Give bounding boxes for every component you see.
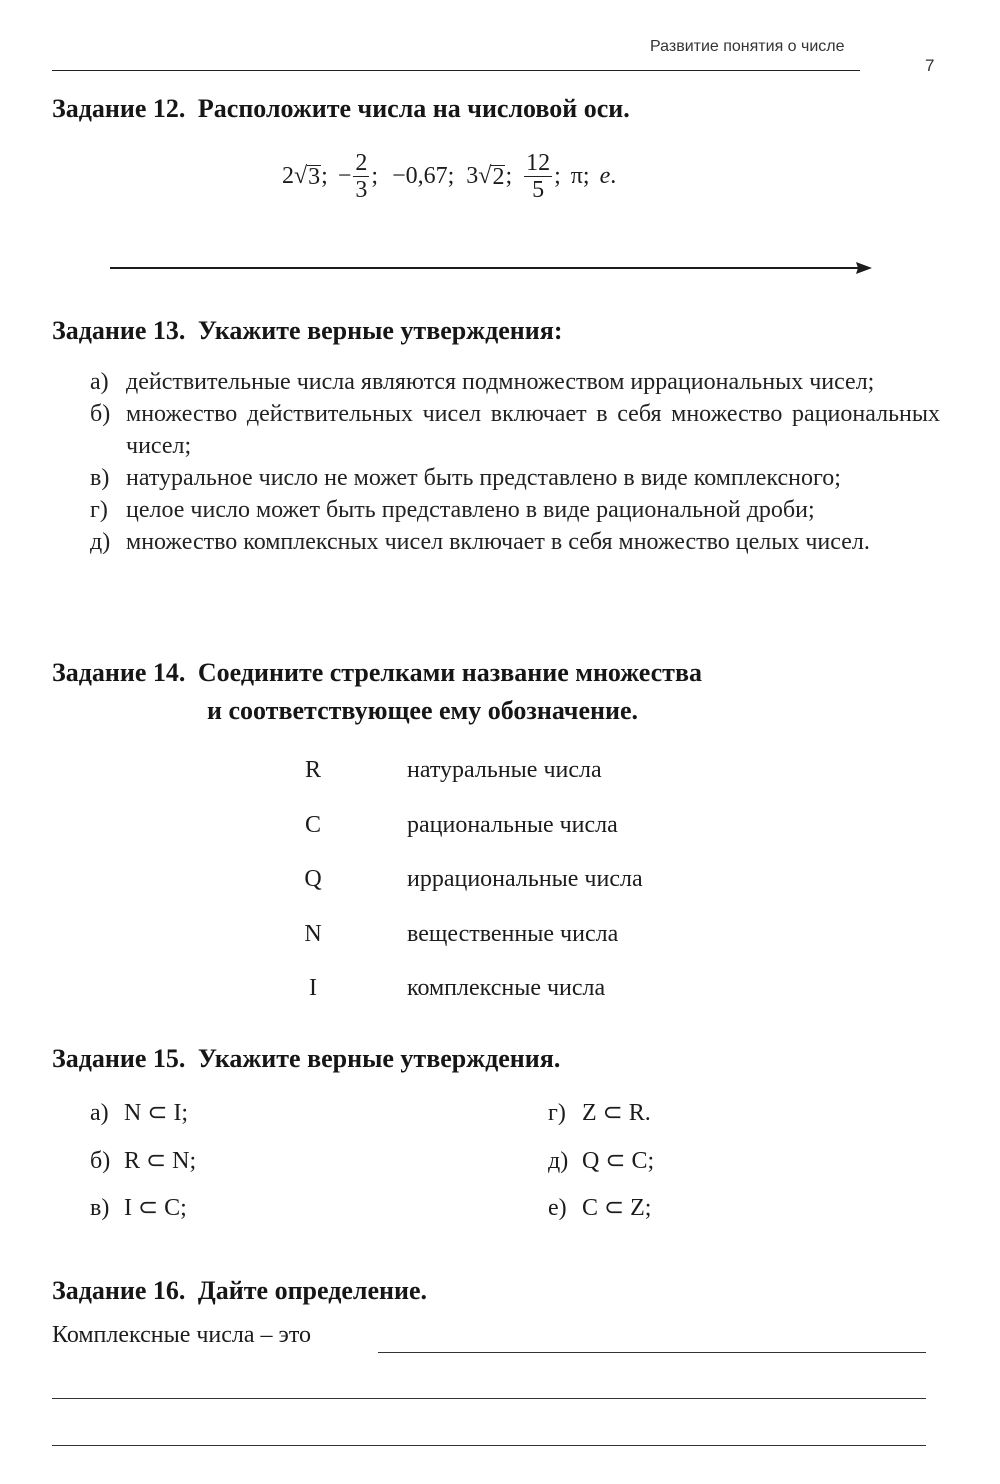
- item-text: множество действительных чисел включает в себя множество рациональных чисел;: [126, 401, 940, 459]
- task-14-label: Задание 14.: [52, 658, 186, 687]
- pi-symbol: π: [570, 163, 583, 189]
- task-13-title: Укажите верные утверждения:: [197, 316, 563, 345]
- set-name-irrational[interactable]: иррациональные числа: [407, 866, 643, 892]
- radicand: 2: [492, 164, 505, 190]
- denominator: 5: [532, 177, 545, 203]
- separator: ;: [554, 163, 561, 189]
- set-name-real[interactable]: вещественные числа: [407, 921, 619, 947]
- number-axis-arrow: [110, 258, 880, 278]
- statement-marker: г): [548, 1100, 566, 1126]
- statement-a[interactable]: [90, 1098, 188, 1127]
- set-symbol-q[interactable]: Q: [304, 866, 322, 892]
- task-12-label: Задание 12.: [52, 94, 186, 123]
- task-12-number-list: [282, 150, 616, 203]
- task-14-title-line-1: Соедините стрелками название множества: [197, 658, 702, 687]
- definition-prompt: Комплексные числа – это: [52, 1322, 312, 1348]
- statement-marker: в): [90, 1195, 110, 1221]
- radical-sign: √: [294, 163, 308, 189]
- task-13-statement-list: [90, 366, 940, 558]
- task-15-heading: [52, 1044, 560, 1074]
- statement-marker: б): [90, 1148, 111, 1174]
- page-number: 7: [925, 56, 935, 75]
- set-name-rational[interactable]: рациональные числа: [407, 812, 618, 838]
- list-item: [90, 398, 940, 462]
- coefficient: 3: [466, 163, 479, 189]
- fraction: [524, 150, 552, 203]
- statement-marker: е): [548, 1195, 567, 1221]
- task-14-title-line-2: и соответствующее ему обозначение.: [207, 696, 638, 725]
- number-e: [600, 163, 617, 190]
- task-13-label: Задание 13.: [52, 316, 186, 345]
- task-16-heading: [52, 1276, 427, 1306]
- item-text: натуральное число не может быть представлено в виде комплексного;: [126, 465, 841, 491]
- list-item: [90, 526, 940, 558]
- item-marker: б): [90, 401, 111, 427]
- statement-expression: Q ⊂ C;: [582, 1148, 655, 1174]
- set-symbol-r[interactable]: R: [304, 757, 321, 783]
- separator: ;: [371, 163, 379, 189]
- axis-arrowhead-icon: [856, 262, 872, 274]
- separator: ;: [505, 163, 513, 189]
- set-symbol-n[interactable]: N: [304, 921, 322, 947]
- answer-line-2[interactable]: [52, 1398, 926, 1399]
- minus-sign: −: [337, 163, 352, 189]
- answer-line-3[interactable]: [52, 1445, 926, 1446]
- statement-expression: I ⊂ C;: [124, 1195, 187, 1221]
- item-text: целое число может быть представлено в виде рациональной дроби;: [126, 497, 815, 523]
- separator: ;: [447, 163, 455, 189]
- item-marker: г): [90, 497, 108, 523]
- denominator: 3: [355, 177, 368, 203]
- header-rule: [52, 70, 860, 71]
- separator: ;: [321, 163, 328, 189]
- radical-sign: √: [478, 163, 492, 189]
- statement-expression: N ⊂ I;: [124, 1100, 189, 1126]
- task-12-title: Расположите числа на числовой оси.: [197, 94, 630, 123]
- number-2-sqrt-3: [282, 163, 328, 190]
- list-item: [90, 462, 940, 494]
- number-minus-0-67: [392, 163, 454, 190]
- list-item: [90, 494, 940, 526]
- statement-expression: R ⊂ N;: [124, 1148, 197, 1174]
- item-marker: в): [90, 465, 110, 491]
- fraction: [353, 150, 369, 203]
- numerator: 12: [526, 150, 551, 176]
- task-14-heading: [52, 658, 702, 688]
- separator: ;: [582, 163, 590, 189]
- number-12-5: [522, 150, 561, 203]
- task-15-label: Задание 15.: [52, 1044, 186, 1073]
- task-15-title: Укажите верные утверждения.: [197, 1044, 561, 1073]
- period: .: [610, 163, 617, 189]
- statement-v[interactable]: [90, 1193, 187, 1222]
- answer-line-1[interactable]: [378, 1352, 926, 1353]
- decimal-value: −0,67: [392, 163, 448, 189]
- number-pi: [571, 163, 590, 190]
- statement-d[interactable]: [548, 1146, 654, 1175]
- e-symbol: e: [599, 163, 611, 189]
- item-text: множество комплексных чисел включает в себя множество целых чисел.: [126, 529, 870, 555]
- running-header-title: Развитие понятия о числе: [650, 38, 845, 55]
- number-3-sqrt-2: [466, 163, 512, 190]
- task-13-heading: [52, 316, 562, 346]
- set-symbol-i[interactable]: I: [309, 975, 317, 1001]
- item-marker: а): [90, 369, 109, 395]
- set-name-complex[interactable]: комплексные числа: [407, 975, 606, 1001]
- statement-expression: Z ⊂ R.: [582, 1100, 651, 1126]
- item-text: действительные числа являются подмножеством иррациональных чисел;: [126, 369, 875, 395]
- statement-g[interactable]: [548, 1098, 651, 1127]
- set-symbol-c[interactable]: C: [304, 812, 321, 838]
- numerator: 2: [355, 150, 368, 176]
- coefficient: 2: [282, 163, 294, 189]
- statement-e[interactable]: [548, 1193, 651, 1222]
- statement-marker: д): [548, 1148, 569, 1174]
- statement-b[interactable]: [90, 1146, 196, 1175]
- task-16-title: Дайте определение.: [197, 1276, 428, 1305]
- statement-expression: C ⊂ Z;: [582, 1195, 652, 1221]
- number-minus-2-3: [338, 150, 378, 203]
- task-16-label: Задание 16.: [52, 1276, 186, 1305]
- task-12-heading: [52, 94, 630, 124]
- set-name-natural[interactable]: натуральные числа: [407, 757, 602, 783]
- radicand: 3: [308, 164, 321, 190]
- list-item: [90, 366, 940, 398]
- statement-marker: а): [90, 1100, 109, 1126]
- item-marker: д): [90, 529, 111, 555]
